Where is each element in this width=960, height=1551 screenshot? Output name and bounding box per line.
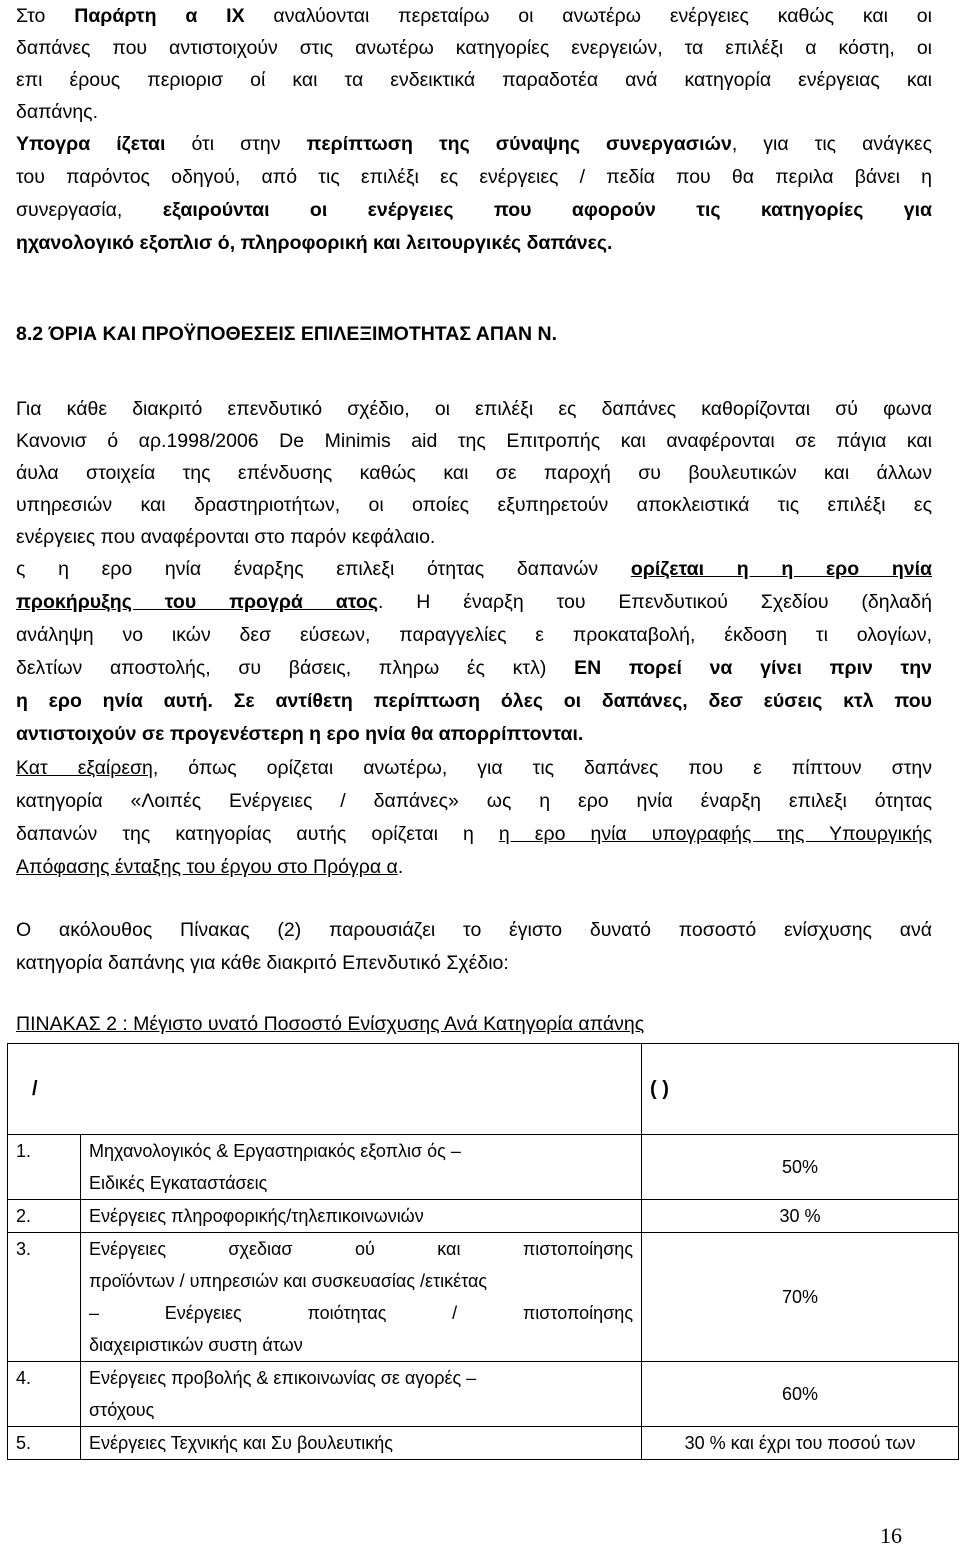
annex-reference: Παράρτη α ΙΧ bbox=[74, 5, 245, 27]
table-row bbox=[8, 1427, 959, 1460]
row-number bbox=[8, 1135, 81, 1200]
text-run-bold: εξαιρούνται οι ενέργειες που αφορούν τις κατηγορίες για bbox=[162, 199, 932, 221]
text-run: δελτίων αποστολής, συ βάσεις, πληρω ές κτλ) bbox=[16, 657, 575, 679]
row-number-text: 3. bbox=[16, 1239, 32, 1259]
row-number-text: 4. bbox=[16, 1368, 32, 1388]
text-line bbox=[16, 128, 932, 160]
text-run: Στο bbox=[16, 5, 75, 27]
row-number: 2. bbox=[8, 1200, 81, 1233]
text-run-underlined: Κατ εξαίρεση bbox=[16, 757, 153, 779]
text-run-underlined: η ερο ηνία υπογραφής της Υπουργικής bbox=[498, 823, 932, 845]
category-line: Ενέργειες προβολής & επικοινωνίας σε αγορές – bbox=[89, 1368, 477, 1388]
row-category bbox=[81, 1362, 642, 1427]
text-run-bold: Υπογρα ίζεται bbox=[16, 133, 166, 155]
row-rate: 30 % bbox=[642, 1200, 959, 1233]
aid-rate-table bbox=[7, 1043, 959, 1460]
text-line: υπηρεσιών και δραστηριοτήτων, οι οποίες εξυπηρετούν αποκλειστικά τις επιλέξι ες bbox=[16, 494, 932, 516]
row-number bbox=[8, 1233, 81, 1362]
text-line: δαπάνης. bbox=[16, 101, 98, 123]
text-line: ενέργειες που αναφέρονται στο παρόν κεφάλαιο. bbox=[16, 526, 436, 548]
table-row bbox=[8, 1362, 959, 1427]
text-line: άυλα στοιχεία της επένδυσης καθώς και σε παροχή συ βουλευτικών και άλλων bbox=[16, 462, 932, 484]
text-line: κατηγορία δαπάνης για κάθε διακριτό Επενδυτικό Σχέδιο: bbox=[16, 952, 509, 974]
text-run: . Η έναρξη του Επενδυτικού Σχεδίου (δηλαδή bbox=[377, 591, 933, 613]
text-run: , για τις ανάγκες bbox=[731, 133, 932, 155]
text-run-bold-underlined: προκήρυξης του προγρά ατος bbox=[16, 591, 378, 613]
text-line: αντιστοιχούν σε προγενέστερη η ερο ηνία θα απορρίπτονται. bbox=[16, 723, 584, 745]
category-line: Ενέργειες πληροφορικής/τηλεπικοινωνιών bbox=[89, 1206, 424, 1226]
row-rate: 30 % και έχρι του ποσού των bbox=[642, 1427, 959, 1460]
text-run-bold: ΕΝ πορεί να γίνει πριν την bbox=[574, 657, 933, 679]
row-category bbox=[81, 1233, 642, 1362]
page-number: 16 bbox=[880, 1523, 902, 1548]
section-heading: 8.2 ΌΡΙΑ ΚΑΙ ΠΡΟΫΠΟΘΕΣΕΙΣ ΕΠΙΛΕΞΙΜΟΤΗΤΑΣ ΑΠΑΝ Ν. bbox=[16, 323, 558, 345]
text-line bbox=[16, 553, 932, 585]
text-line: ηχανολογικό εξοπλισ ό, πληροφορική και λειτουργικές δαπάνες. bbox=[16, 232, 613, 254]
text-line bbox=[16, 851, 932, 883]
row-rate: 60% bbox=[642, 1362, 959, 1427]
row-category bbox=[81, 1427, 642, 1460]
text-line: Ο ακόλουθος Πίνακας (2) παρουσιάζει το έγιστο δυνατό ποσοστό ενίσχυσης ανά bbox=[16, 919, 932, 941]
text-line bbox=[16, 586, 932, 618]
text-run-bold-underlined: ορίζεται η η ερο ηνία bbox=[630, 558, 933, 580]
row-rate: 50% bbox=[642, 1135, 959, 1200]
row-number bbox=[8, 1362, 81, 1427]
text-run: συνεργασία, bbox=[16, 199, 163, 221]
text-line: Κανονισ ό αρ.1998/2006 De Minimis aid της Επιτροπής και αναφέρονται σε πάγια και bbox=[16, 430, 932, 452]
text-line: κατηγορία «Λοιπές Ενέργειες / δαπάνες» ως η ερο ηνία έναρξη επιλεξι ότητας bbox=[16, 790, 932, 812]
text-line bbox=[16, 652, 932, 684]
header-category: / bbox=[8, 1044, 642, 1135]
row-number-text: 1. bbox=[16, 1141, 32, 1161]
text-line: επι έρους περιορισ οί και τα ενδεικτικά παραδοτέα ανά κατηγορία ενέργειας και bbox=[16, 69, 932, 91]
table-caption: ΠΙΝΑΚΑΣ 2 : Μέγιστο υνατό Ποσοστό Ενίσχυσης Ανά Κατηγορία απάνης bbox=[16, 1013, 645, 1035]
category-line: Ενέργειες σχεδιασ ού και πιστοποίησης bbox=[89, 1239, 633, 1259]
text-run: ότι στην bbox=[165, 133, 307, 155]
category-line: – Ενέργειες ποιότητας / πιστοποίησης bbox=[89, 1303, 633, 1323]
text-line: Για κάθε διακριτό επενδυτικό σχέδιο, οι επιλέξι ες δαπάνες καθορίζονται σύ φωνα bbox=[16, 398, 932, 420]
header-rate: ( ) bbox=[642, 1044, 959, 1135]
text-run: αναλύονται περεταίρω οι ανωτέρω ενέργειες καθώς και οι bbox=[244, 5, 932, 27]
text-run: . bbox=[397, 856, 404, 878]
category-line: προϊόντων / υπηρεσιών και συσκευασίας /ετικέτας bbox=[89, 1271, 488, 1291]
text-line bbox=[16, 818, 932, 850]
row-category bbox=[81, 1200, 642, 1233]
text-line bbox=[16, 194, 932, 226]
text-line: δαπάνες που αντιστοιχούν στις ανωτέρω κατηγορίες ενεργειών, τα επιλέξι α κόστη, οι bbox=[16, 37, 932, 59]
table-row bbox=[8, 1233, 959, 1362]
table-row bbox=[8, 1135, 959, 1200]
row-number: 5. bbox=[8, 1427, 81, 1460]
category-line: στόχους bbox=[89, 1400, 155, 1420]
row-category bbox=[81, 1135, 642, 1200]
text-run: , όπως ορίζεται ανωτέρω, για τις δαπάνες που ε πίπτουν στην bbox=[152, 757, 932, 779]
text-line: η ερο ηνία αυτή. Σε αντίθετη περίπτωση όλες οι δαπάνες, δεσ εύσεις κτλ που bbox=[16, 690, 932, 712]
text-line bbox=[16, 752, 932, 784]
category-line: Ειδικές Εγκαταστάσεις bbox=[89, 1173, 268, 1193]
row-rate: 70% bbox=[642, 1233, 959, 1362]
text-run: δαπανών της κατηγορίας αυτής ορίζεται η bbox=[16, 823, 499, 845]
text-line: του παρόντος οδηγού, από τις επιλέξι ες ενέργειες / πεδία που θα περιλα βάνει η bbox=[16, 166, 932, 188]
text-line bbox=[16, 0, 932, 32]
text-run-underlined: Απόφασης ένταξης του έργου στο Πρόγρα α bbox=[16, 856, 398, 878]
text-run-bold: περίπτωση της σύναψης συνεργασιών bbox=[306, 133, 732, 155]
category-line: Ενέργειες Τεχνικής και Συ βουλευτικής bbox=[89, 1433, 393, 1453]
table-row bbox=[8, 1200, 959, 1233]
text-run: ς η ερο ηνία έναρξης επιλεξι ότητας δαπανών bbox=[16, 558, 631, 580]
table-header-row bbox=[8, 1044, 959, 1135]
category-line: Μηχανολογικός & Εργαστηριακός εξοπλισ ός – bbox=[89, 1141, 461, 1161]
category-line: διαχειριστικών συστη άτων bbox=[89, 1335, 303, 1355]
text-line: ανάληψη νο ικών δεσ εύσεων, παραγγελίες ε προκαταβολή, έκδοση τι ολογίων, bbox=[16, 624, 932, 646]
